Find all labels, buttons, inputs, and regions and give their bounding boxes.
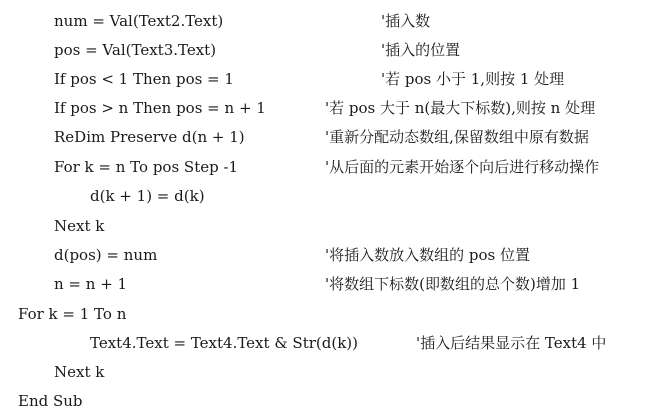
code-comment: '重新分配动态数组,保留数组中原有数据 bbox=[325, 128, 589, 146]
code-text: d(k + 1) = d(k) bbox=[90, 187, 205, 205]
code-comment: '将数组下标数(即数组的总个数)增加 1 bbox=[325, 275, 581, 293]
code-comment: '若 pos 小于 1,则按 1 处理 bbox=[381, 70, 565, 88]
code-text: For k = n To pos Step -1 bbox=[54, 158, 239, 176]
code-text: If pos < 1 Then pos = 1 bbox=[54, 70, 234, 88]
code-text: Next k bbox=[54, 217, 105, 235]
code-text: Next k bbox=[54, 363, 105, 381]
code-text: Text4.Text = Text4.Text & Str(d(k)) bbox=[90, 334, 359, 352]
code-comment: '插入后结果显示在 Text4 中 bbox=[416, 334, 607, 352]
code-comment: '插入的位置 bbox=[381, 41, 461, 59]
code-comment: '从后面的元素开始逐个向后进行移动操作 bbox=[325, 158, 600, 176]
code-text: d(pos) = num bbox=[54, 246, 158, 264]
code-text: For k = 1 To n bbox=[18, 305, 127, 323]
code-text: pos = Val(Text3.Text) bbox=[54, 41, 217, 59]
code-text: n = n + 1 bbox=[54, 275, 128, 293]
code-text: num = Val(Text2.Text) bbox=[54, 12, 224, 30]
code-comment: '若 pos 大于 n(最大下标数),则按 n 处理 bbox=[325, 99, 596, 117]
code-text: ReDim Preserve d(n + 1) bbox=[54, 128, 245, 146]
code-comment: '插入数 bbox=[381, 12, 431, 30]
code-text: End Sub bbox=[18, 392, 83, 410]
code-text: If pos > n Then pos = n + 1 bbox=[54, 99, 266, 117]
code-comment: '将插入数放入数组的 pos 位置 bbox=[325, 246, 530, 264]
